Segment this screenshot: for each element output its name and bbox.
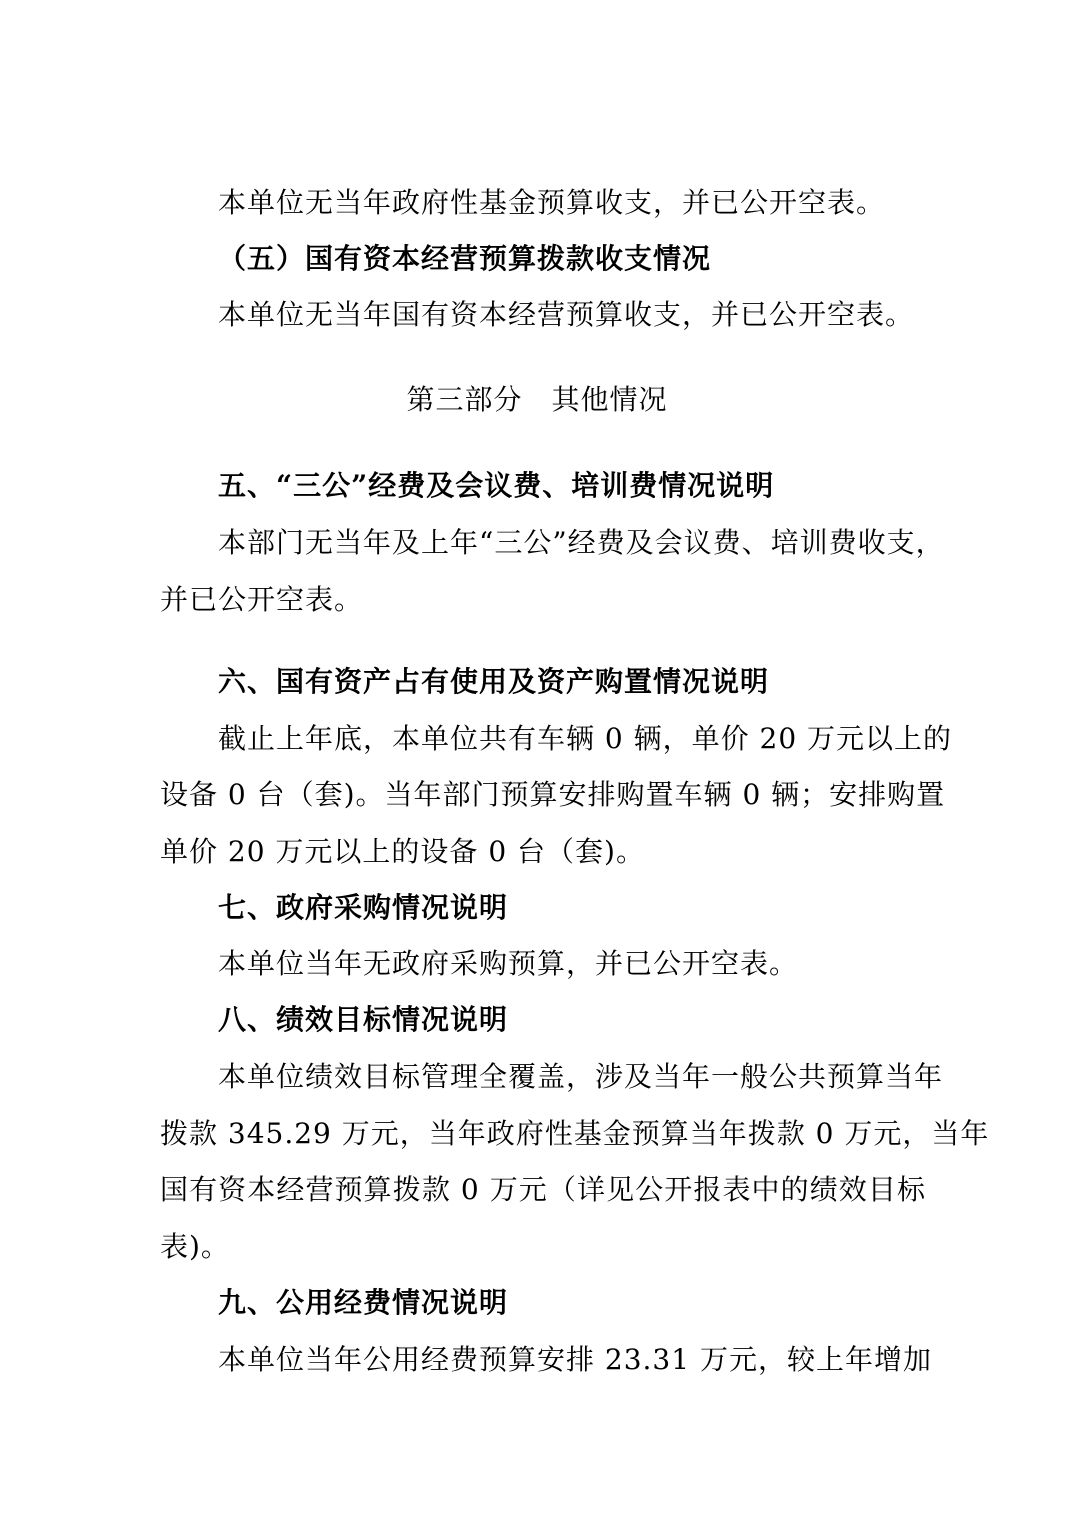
section-heading: 九、公用经费情况说明 (218, 1286, 509, 1319)
paragraph-line: 截止上年底，本单位共有车辆 0 辆，单价 20 万元以上的 (218, 722, 953, 755)
paragraph-line: 设备 0 台（套)。当年部门预算安排购置车辆 0 辆；安排购置 (160, 778, 946, 811)
paragraph-line: 本单位无当年政府性基金预算收支，并已公开空表。 (218, 186, 886, 219)
part-title: 第三部分 其他情况 (406, 383, 668, 416)
paragraph-line: 本单位绩效目标管理全覆盖，涉及当年一般公共预算当年 (218, 1060, 944, 1093)
paragraph-line: 本单位当年公用经费预算安排 23.31 万元，较上年增加 (218, 1343, 932, 1376)
section-heading: 七、政府采购情况说明 (218, 891, 509, 924)
paragraph-line: 国有资本经营预算拨款 0 万元（详见公开报表中的绩效目标 (160, 1173, 926, 1206)
paragraph-line: 并已公开空表。 (160, 583, 364, 616)
paragraph-line: 单价 20 万元以上的设备 0 台（套)。 (160, 835, 645, 868)
paragraph-line: 表)。 (160, 1230, 230, 1263)
paragraph-line: 本部门无当年及上年“三公”经费及会议费、培训费收支， (218, 526, 945, 559)
paragraph-line: 本单位无当年国有资本经营预算收支，并已公开空表。 (218, 298, 915, 331)
section-heading: 五、“三公”经费及会议费、培训费情况说明 (218, 469, 775, 502)
paragraph-line: 拨款 345.29 万元，当年政府性基金预算当年拨款 0 万元，当年 (160, 1117, 990, 1150)
section-heading: （五）国有资本经营预算拨款收支情况 (218, 242, 712, 275)
paragraph-line: 本单位当年无政府采购预算，并已公开空表。 (218, 947, 799, 980)
section-heading: 六、国有资产占有使用及资产购置情况说明 (218, 665, 770, 698)
section-heading: 八、绩效目标情况说明 (218, 1003, 509, 1036)
